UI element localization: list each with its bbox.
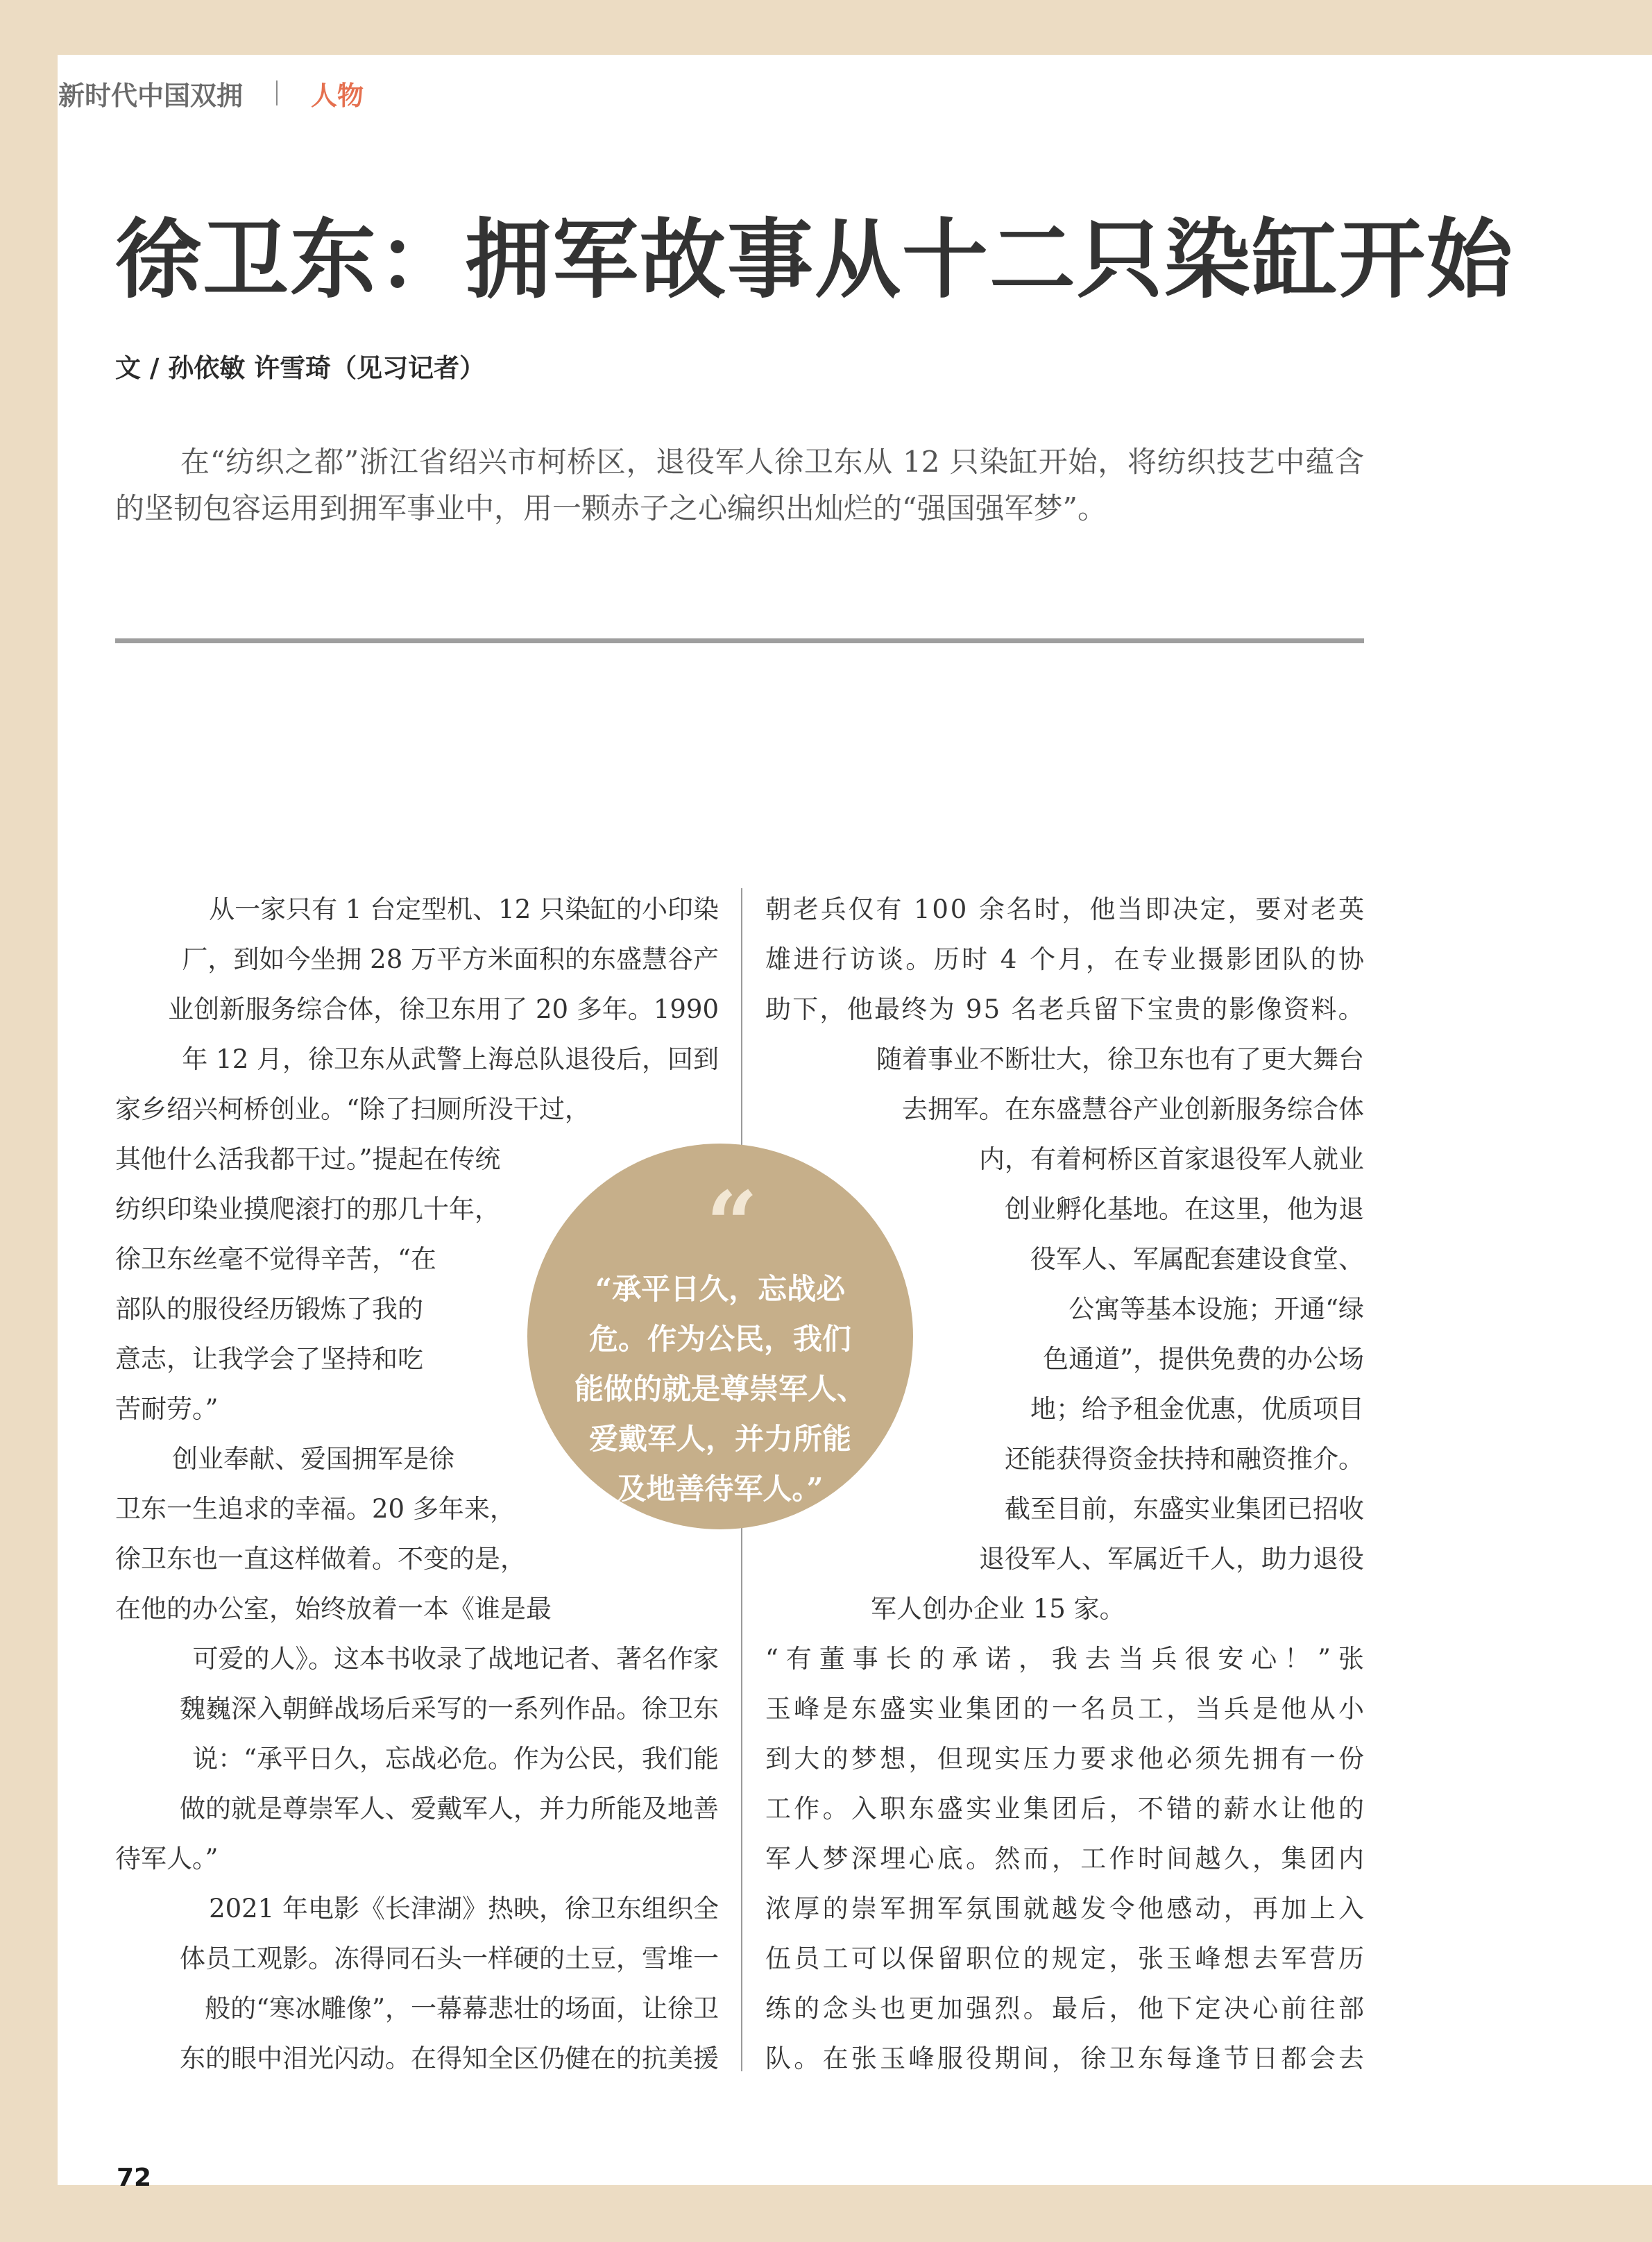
right-body-line: “有董事长的承诺，我去当兵很安心！”张 <box>765 1644 1372 1674</box>
left-body-line: 待军人。” <box>115 1844 219 1874</box>
right-body-line: 内，有着柯桥区首家退役军人就业 <box>979 1144 1364 1174</box>
right-body-line: 色通道”，提供免费的办公场 <box>1043 1344 1364 1374</box>
article-title: 徐卫东：拥军故事从十二只染缸开始 <box>115 210 1515 310</box>
magazine-name: 新时代中国双拥 <box>58 80 244 111</box>
right-body-line: 浓厚的崇军拥军氛围就越发令他感动，再加上入 <box>765 1894 1368 1923</box>
right-body-line: 伍员工可以保留职位的规定，张玉峰想去军营历 <box>765 1944 1368 1973</box>
left-body-line: 卫东一生追求的幸福。20 多年来， <box>115 1494 516 1524</box>
right-body-line: 随着事业不断壮大，徐卫东也有了更大舞台 <box>876 1044 1364 1074</box>
left-body-line: 徐卫东丝毫不觉得辛苦，“在 <box>115 1244 436 1274</box>
left-body-line: 在他的办公室，始终放着一本《谁是最 <box>115 1594 552 1624</box>
lead-paragraph: 在“纺织之都”浙江省绍兴市柯桥区，退役军人徐卫东从 12 只染缸开始，将纺织技艺中蕴含的坚韧包容运用到拥军事业中，用一颗赤子之心编织出灿烂的“强国强军梦”。 <box>115 445 1364 525</box>
pull-quote-line: 及地善待军人。” <box>617 1472 824 1506</box>
right-body-line: 到大的梦想，但现实压力要求他必须先拥有一份 <box>765 1744 1368 1774</box>
left-body-line: 其他什么活我都干过。”提起在传统 <box>115 1144 501 1174</box>
left-body-line: 部队的服役经历锻炼了我的 <box>115 1294 423 1324</box>
right-body-line: 队。在张玉峰服役期间，徐卫东每逢节日都会去 <box>765 2044 1368 2073</box>
byline: 文 / 孙依敏 许雪琦（见习记者） <box>115 353 486 383</box>
running-header <box>58 72 364 114</box>
right-body-line: 还能获得资金扶持和融资推介。 <box>1005 1444 1364 1474</box>
left-body-line: 纺织印染业摸爬滚打的那几十年， <box>115 1194 500 1224</box>
left-body-line: 可爱的人》。这本书收录了战地记者、著名作家 <box>192 1644 719 1674</box>
left-body-line: 从一家只有 1 台定型机、12 只染缸的小印染 <box>209 894 719 924</box>
left-body-line: 业创新服务综合体，徐卫东用了 20 多年。1990 <box>168 994 719 1024</box>
right-body-line: 创业孵化基地。在这里，他为退 <box>1005 1194 1364 1224</box>
left-body-line: 苦耐劳。” <box>115 1394 219 1424</box>
left-body-line: 般的“寒冰雕像”，一幕幕悲壮的场面，让徐卫 <box>205 1994 719 2023</box>
right-body-line: 截至目前，东盛实业集团已招收 <box>1005 1494 1364 1524</box>
pull-quote-line: 能做的就是尊崇军人、 <box>574 1372 866 1406</box>
left-body-line: 徐卫东也一直这样做着。不变的是， <box>115 1544 526 1574</box>
right-body-line: 玉峰是东盛实业集团的一名员工，当兵是他从小 <box>765 1694 1368 1724</box>
left-body-line: 家乡绍兴柯桥创业。“除了扫厕所没干过， <box>115 1094 590 1124</box>
pull-quote-line: “承平日久，忘战必 <box>595 1272 846 1306</box>
right-body-line: 助下，他最终为 95 名老兵留下宝贵的影像资料。 <box>765 994 1365 1024</box>
section-rule <box>115 638 1364 643</box>
right-body-line: 练的念头也更加强烈。最后，他下定决心前往部 <box>765 1994 1368 2023</box>
pull-quote-line: 爱戴军人，并力所能 <box>588 1422 851 1456</box>
left-body-line: 魏巍深入朝鲜战场后采写的一系列作品。徐卫东 <box>180 1694 719 1724</box>
left-body-line: 体员工观影。冻得同石头一样硬的土豆，雪堆一 <box>180 1944 719 1973</box>
pull-quote-line: 危。作为公民，我们 <box>588 1322 851 1356</box>
section-label: 人物 <box>311 80 364 111</box>
right-body-line: 地；给予租金优惠，优质项目 <box>1030 1394 1364 1424</box>
right-body-line: 去拥军。在东盛慧谷产业创新服务综合体 <box>902 1094 1364 1124</box>
quote-mark-icon: “ <box>706 1171 758 1277</box>
left-body-line: 意志，让我学会了坚持和吃 <box>115 1344 423 1374</box>
right-body-line: 军人创办企业 15 家。 <box>871 1594 1125 1624</box>
right-body-line: 工作。入职东盛实业集团后，不错的薪水让他的 <box>765 1794 1368 1824</box>
left-body-line: 说：“承平日久，忘战必危。作为公民，我们能 <box>192 1744 719 1774</box>
right-body-line: 朝老兵仅有 100 余名时，他当即决定，要对老英 <box>765 894 1367 924</box>
left-body-line: 厂，到如今坐拥 28 万平方米面积的东盛慧谷产 <box>182 944 719 974</box>
left-body-line: 做的就是尊崇军人、爱戴军人，并力所能及地善 <box>180 1794 719 1824</box>
right-body-line: 公寓等基本设施；开通“绿 <box>1068 1294 1364 1324</box>
right-body-line: 役军人、军属配套建设食堂、 <box>1030 1244 1364 1274</box>
left-body-line: 创业奉献、爱国拥军是徐 <box>172 1444 454 1474</box>
header-divider <box>276 80 278 105</box>
left-body-line: 东的眼中泪光闪动。在得知全区仍健在的抗美援 <box>180 2044 719 2073</box>
page-number: 72 <box>117 2164 152 2192</box>
right-body-line: 退役军人、军属近千人，助力退役 <box>979 1544 1364 1574</box>
right-body-line: 军人梦深埋心底。然而，工作时间越久，集团内 <box>765 1844 1368 1874</box>
right-body-line: 雄进行访谈。历时 4 个月，在专业摄影团队的协 <box>765 944 1367 974</box>
left-body-line: 2021 年电影《长津湖》热映，徐卫东组织全 <box>209 1894 719 1923</box>
left-body-line: 年 12 月，徐卫东从武警上海总队退役后，回到 <box>182 1044 719 1074</box>
